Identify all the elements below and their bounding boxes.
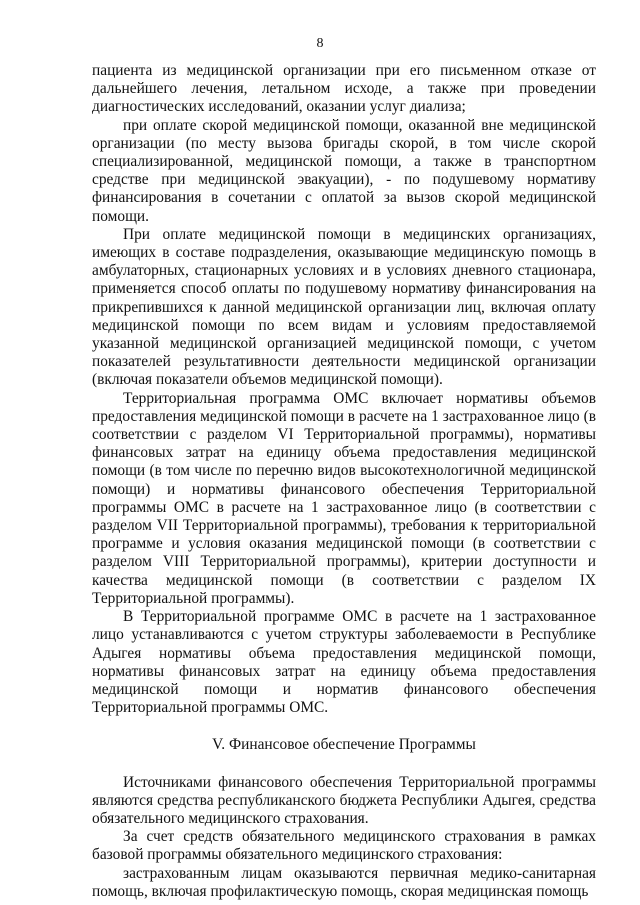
- section-heading: V. Финансовое обеспечение Программы: [212, 736, 476, 754]
- paragraph-oms-per-insured: В Территориальной программе ОМС в расчете на 1 застрахованное лицо устанавливаются с учетом структуры заболеваемости в Республике Адыгея нормативы объема предоставления медицинской помощи, нормативы финансовых затрат на единицу объема предоставления медицинской помощи и норматив финансового обеспечения Территориальной программы ОМС.: [92, 608, 596, 717]
- document-body: [92, 62, 596, 901]
- paragraph-insured-persons-care: застрахованным лицам оказываются первичная медико-санитарная помощь, включая профилактическую помощь, скорая медицинская помощь: [92, 864, 596, 900]
- paragraph-funding-sources: Источниками финансового обеспечения Территориальной программы являются средства республиканского бюджета Республики Адыгея, средства обязательного медицинского страхования.: [92, 773, 596, 827]
- paragraph-oms-basic-program: За счет средств обязательного медицинского страхования в рамках базовой программы обязательного медицинского страхования:: [92, 828, 596, 864]
- page-number: 8: [316, 36, 324, 51]
- paragraph-oms-standards: Территориальная программа ОМС включает нормативы объемов предоставления медицинской помощи в расчете на 1 застрахованное лицо (в соответствии с разделом VI Территориальной программы), нормативы финансовых затрат на единицу объема предоставления медицинской помощи (в том числе по перечню видов высокотехнологичной медицинской помощи) и нормативы финансового обеспечения Территориальной программы ОМС в расчете на 1 застрахованное лицо (в соответствии с разделом VII Территориальной программы), требования к территориальной программе и условия оказания медицинской помощи (в соответствии с разделом VIII Территориальной программы), критерии доступности и качества медицинской помощи (в соответствии с разделом IX Территориальной программы).: [92, 389, 596, 607]
- paragraph-per-capita-payment: При оплате медицинской помощи в медицинских организациях, имеющих в составе подразделения, оказывающие медицинскую помощь в амбулаторных, стационарных условиях и в условиях дневного стационара, применяется способ оплаты по подушевому нормативу финансирования на прикрепившихся к данной медицинской организации лиц, включая оплату медицинской помощи по всем видам и условиям предоставляемой указанной медицинской организацией медицинской помощи, с учетом показателей результативности деятельности медицинской организации (включая показатели объемов медицинской помощи).: [92, 225, 596, 389]
- paragraph-continuation: пациента из медицинской организации при его письменном отказе от дальнейшего лечения, летальном исходе, а также при проведении диагностических исследований, оказании услуг диализа;: [92, 62, 596, 116]
- paragraph-ambulance-payment: при оплате скорой медицинской помощи, оказанной вне медицинской организации (по месту вызова бригады скорой, в том числе скорой специализированной, медицинской помощи, а также в транспортном средстве при медицинской эвакуации), - по подушевому нормативу финансирования в сочетании с оплатой за вызов скорой медицинской помощи.: [92, 116, 596, 225]
